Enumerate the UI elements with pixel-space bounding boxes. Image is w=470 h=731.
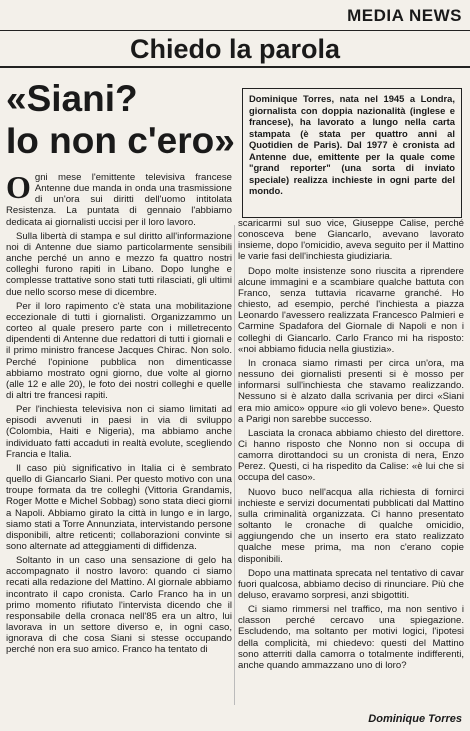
column-rubric: Chiedo la parola	[0, 32, 470, 68]
article-paragraph: Sulla libertà di stampa e sul diritto all'informazione noi di Antenne due siamo particolarmente sensibili anche perché un anno e mezzo fa quattro nostri colleghi furono rapiti in Libano. Dopo lunghe e complesse trattative sono stati tutti rilasciati, gli ultimi due nello scorso mese di dicembre.	[6, 230, 232, 298]
article-paragraph: Lasciata la cronaca abbiamo chiesto del direttore. Ci hanno risposto che Nonno non si occupa di camorra dirottandoci su un cronista di nera, Enzo Perez. Questi, ci ha rispedito da Calise: «è lui che si occupa del caso».	[238, 427, 464, 484]
header-strip	[0, 0, 470, 31]
article-paragraph: Per il loro rapimento c'è stata una mobilitazione eccezionale di tutti i giornalisti. Organizzammo un corteo al quale presero parte con i milletrecento dipendenti di Antenne due redattori di tutti i giornali e il primo ministro francese Jacques Chirac. Non solo. Perché l'opinione pubblica non dimenticasse abbiamo mostrato ogni giorno, due volte al giorno (alle 12 e alle 20), le foto dei nostri colleghi e quelle di altri tre francesi rapiti.	[6, 300, 232, 401]
headline-line-1: «Siani?	[6, 78, 138, 119]
article-paragraph: Per l'inchiesta televisiva non ci siamo limitati ad episodi avvenuti in paesi in via di sviluppo (Colombia, Haiti e Nigeria), ma abbiamo anche individuato fatti accaduti in realtà evolute, scegliendo Francia e Italia.	[6, 404, 232, 460]
author-bio-box: Dominique Torres, nata nel 1945 a Londra, giornalista con doppia nazionalità (inglese e francese), ha lavorato a lungo nella carta stampata (è stata per quattro anni al Quotidien de Paris). Dal 1977 è cronista ad Antenne due, emittente per la quale come "grand reporter" (una sorta di inviato speciale) realizza inchieste in ogni parte del mondo.	[242, 88, 462, 218]
column-divider	[234, 225, 235, 705]
author-signature: Dominique Torres	[368, 713, 462, 725]
article-column-left	[6, 169, 232, 727]
section-label: MEDIA NEWS	[347, 6, 462, 25]
headline-line-2: Io non c'ero»	[6, 120, 235, 161]
article-paragraph: Nuovo buco nell'acqua alla richiesta di fornirci inchieste e servizi documentati pubblicati dal Mattino sulla criminalità organizzata. Ci hanno presentato soltanto le cronache di qualche omicidio, aggiungendo che un inserto era stato realizzato qualche mese prima, ma non c'erano copie disponibili.	[238, 486, 464, 565]
article-paragraph: In cronaca siamo rimasti per circa un'ora, ma nessuno dei giornalisti presenti si è mosso per informarsi sull'inchiesta che stavamo realizzando. Nessuno si è alzato dalla scrivania per dirci «Siani era mio amico» oppure «io gli volevo bene». Questo a Parigi non sarebbe successo.	[238, 357, 464, 425]
article-paragraph: Soltanto in un caso una sensazione di gelo ha accompagnato il nostro lavoro: quando ci siamo recati alla redazione del Mattino. Al giornale abbiamo incontrato il capo cronista. Carlo Franco ha in un primo momento rifiutato l'intervista dicendo che il responsabile della cronaca nell'85 era un altro, lui lavorava in un settore diverso e, in ogni caso, ignorava di che cosa Siani si stesse occupando perché non era suo amico. Franco ha tentato di	[6, 555, 232, 656]
article-headline	[6, 78, 236, 162]
article-paragraph: scaricarmi sul suo vice, Giuseppe Calise, perché conosceva bene Giancarlo, avevano lavorato insieme, dopo l'omicidio, aveva seguito per il Mattino le varie fasi dell'inchiesta giudiziaria.	[238, 218, 464, 263]
paragraph-text: gni mese l'emittente televisiva francese Antenne due manda in onda una trasmissione di un'ora sui diritti dell'uomo intitolata Resistenza. La puntata di gennaio l'abbiamo dedicata ai giornalisti uccisi per il loro lavoro.	[6, 172, 232, 228]
article-paragraph	[6, 169, 232, 228]
article-column-right	[238, 218, 464, 706]
article-paragraph: Dopo una mattinata sprecata nel tentativo di cavar fuori qualcosa, abbiamo deciso di rinunciare. Più che deluso, eravamo sorpresi, anzi sbigottiti.	[238, 567, 464, 601]
article-paragraph: Ci siamo rimmersi nel traffico, ma non sentivo i classon perché cercavo una spiegazione. Escludendo, ma soltanto per motivi logici, l'ipotesi della complicità, mi chiedevo: questi del Mattino sono atterriti dalla camorra o totalmente indifferenti, anche quando ammazzano uno di loro?	[238, 604, 464, 671]
article-paragraph: Il caso più significativo in Italia ci è sembrato quello di Giancarlo Siani. Per questo motivo con una troupe formata da tre colleghi (Vittoria Grandamis, Roger Motte e Michel Sobbag) sono stata dieci giorni a Napoli. Abbiamo girato la città in lungo e in largo, siamo stati a Torre Annunziata, intervistando persone disponibili, altre reticenti; collaborazioni convinte si sono alternate ad atteggiamenti di diffidenza.	[6, 462, 232, 552]
drop-cap: O	[6, 169, 31, 205]
article-paragraph: Dopo molte insistenze sono riuscita a riprendere alcune immagini e a scambiare qualche battuta con Franco, senza tuttavia ricavarne granché. Ho chiesto, ad esempio, perché l'inchiesta a piazza Leonardo l'avessero realizzata Francesco Palmieri e Carmine Spadafora del Giornale di Napoli e non i colleghi di Giancarlo. Carlo Franco mi ha risposto: «noi abbiamo fiducia nella giustizia».	[238, 265, 464, 355]
